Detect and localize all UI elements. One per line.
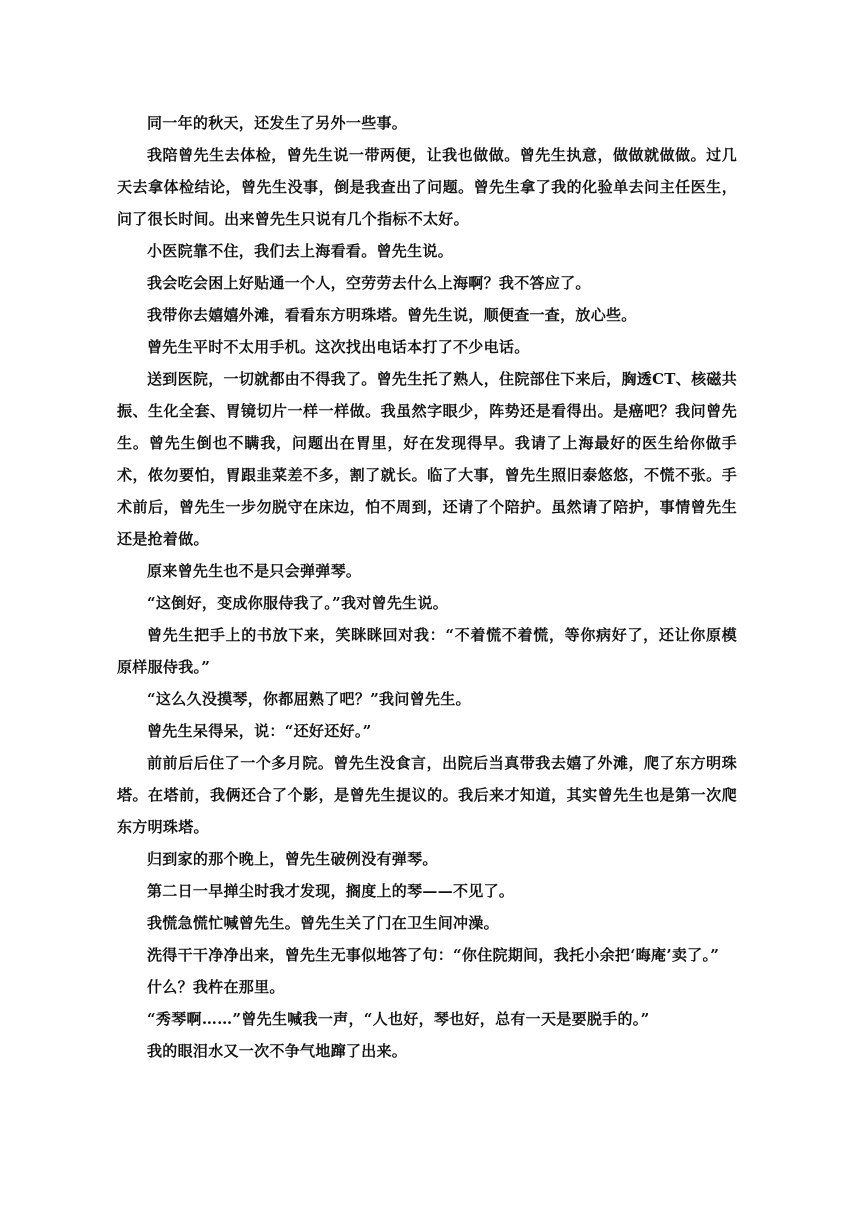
paragraph: 曾先生呆得呆，说：“还好还好。”	[147, 722, 372, 740]
paragraph: 前前后后住了一个多月院。曾先生没食言，出院后当真带我去嬉了外滩，爬了东方明珠塔。在塔前，我俩还合了个影，是曾先生提议的。我后来才知道，其实曾先生也是第一次爬东方明珠塔。	[117, 754, 737, 836]
paragraph: 我带你去嬉嬉外滩，看看东方明珠塔。曾先生说，顺便查一查，放心些。	[147, 306, 637, 324]
paragraph: 归到家的那个晚上，曾先生破例没有弹琴。	[147, 850, 438, 868]
paragraph: “秀琴啊……”曾先生喊我一声，“人也好，琴也好，总有一天是要脱手的。”	[147, 1010, 650, 1028]
paragraph: “这么久没摸琴，你都屈熟了吧？”我问曾先生。	[147, 690, 471, 708]
paragraph: 曾先生把手上的书放下来，笑眯眯回对我：“不着慌不着慌，等你病好了，还让你原模原样服侍我。”	[117, 626, 737, 676]
paragraph: 小医院靠不住，我们去上海看看。曾先生说。	[147, 242, 454, 260]
paragraph: 我陪曾先生去体检，曾先生说一带两便，让我也做做。曾先生执意，做做就做做。过几天去拿体检结论，曾先生没事，倒是我查出了问题。曾先生拿了我的化验单去问主任医生，问了很长时间。出来曾先生只说有几个指标不太好。	[117, 146, 737, 228]
paragraph: 同一年的秋天，还发生了另外一些事。	[147, 114, 408, 132]
paragraph: 洗得干干净净出来，曾先生无事似地答了句：“你住院期间，我托小余把‘晦庵’卖了。”	[147, 946, 720, 964]
paragraph: 原来曾先生也不是只会弹弹琴。	[147, 562, 362, 580]
paragraph: 我会吃会困上好贴通一个人，空劳劳去什么上海啊？我不答应了。	[147, 274, 591, 292]
paragraph: 第二日一早掸尘时我才发现，搁度上的琴——不见了。	[147, 882, 515, 900]
paragraph: 送到医院，一切就都由不得我了。曾先生托了熟人，住院部住下来后，胸透CT、核磁共振、生化全套、胃镜切片一样一样做。我虽然字眼少，阵势还是看得出。是癌吧？我问曾先生。曾先生倒也不瞒我，问题出在胃里，好在发现得早。我请了上海最好的医生给你做手术，侬勿要怕，胃跟韭菜差不多，割了就长。临了大事，曾先生照旧泰悠悠，不慌不张。手术前后，曾先生一步勿脱守在床边，怕不周到，还请了个陪护。虽然请了陪护，事情曾先生还是抢着做。	[117, 370, 737, 548]
document-body	[117, 107, 737, 1067]
paragraph: 什么？我杵在那里。	[147, 978, 285, 996]
paragraph: 我的眼泪水又一次不争气地蹿了出来。	[147, 1042, 408, 1060]
paragraph: “这倒好，变成你服侍我了。”我对曾先生说。	[147, 594, 449, 612]
paragraph: 曾先生平时不太用手机。这次找出电话本打了不少电话。	[147, 338, 530, 356]
paragraph: 我慌急慌忙喊曾先生。曾先生关了门在卫生间冲澡。	[147, 914, 499, 932]
